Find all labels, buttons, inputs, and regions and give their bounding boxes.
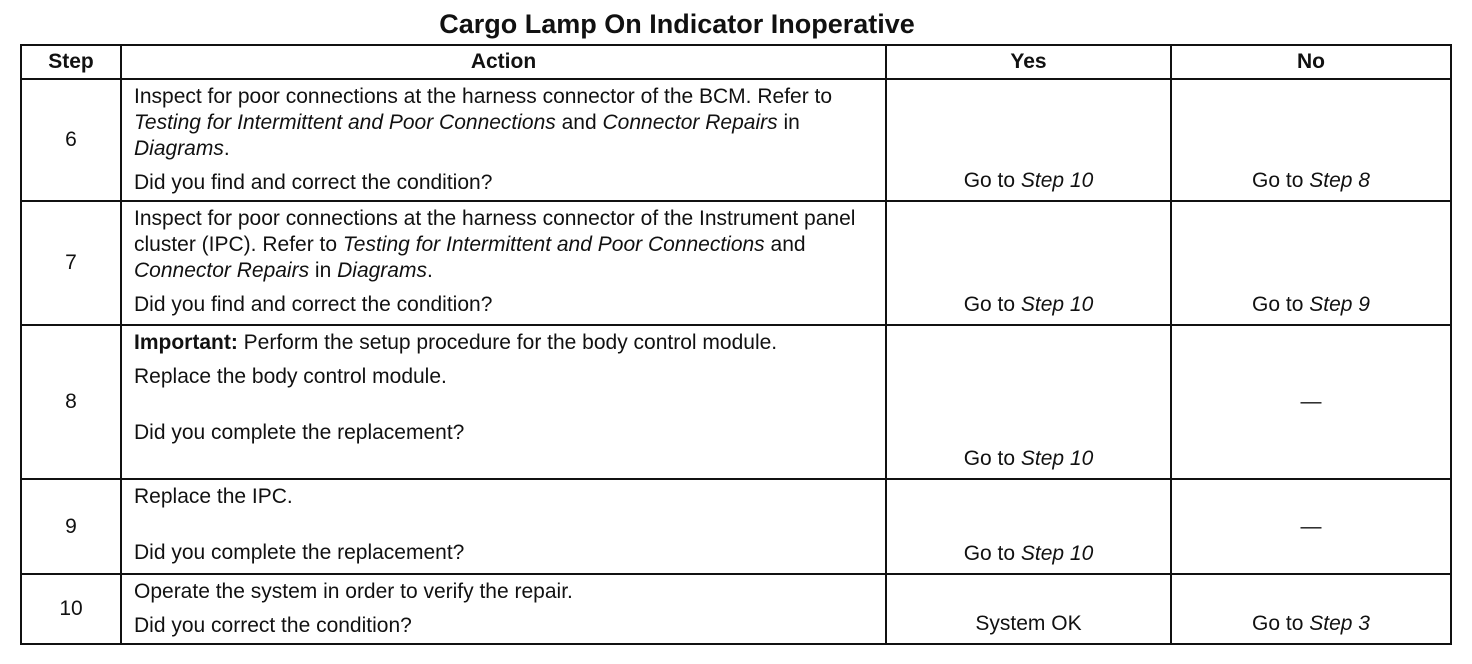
no-step-link: Step 9 [1309,293,1370,316]
no-cell: Go to Step 9 [1171,201,1451,325]
question-text: Did you complete the replacement? [134,421,465,444]
action-text: Replace the body control module. [134,365,447,388]
no-step-link: Step 8 [1309,169,1370,192]
yes-step-link: Step 10 [1020,169,1094,192]
action-cell [121,201,886,325]
yes-cell: System OK [886,574,1171,644]
action-cell [121,574,886,644]
yes-step-link: Step 10 [1020,447,1094,470]
action-cell [121,325,886,479]
header-no: No [1171,45,1451,79]
important-label: Important: [134,331,238,354]
no-step-link: Step 3 [1309,612,1370,635]
action-text: Operate the system in order to verify the repair. [134,580,573,603]
diagnostic-table [20,44,1452,645]
table-row [21,325,1451,479]
yes-step-link: Step 10 [1020,542,1094,565]
table-row [21,201,1451,325]
important-note: Important: Perform the setup procedure for the body control module. [134,331,778,354]
yes-cell: Go to Step 10 [886,479,1171,574]
header-action: Action [121,45,886,79]
table-header-row [21,45,1451,79]
action-cell [121,79,886,201]
header-yes: Yes [886,45,1171,79]
yes-cell: Go to Step 10 [886,79,1171,201]
no-cell: — [1171,325,1451,479]
yes-cell: Go to Step 10 [886,201,1171,325]
no-cell: Go to Step 3 [1171,574,1451,644]
step-number: 10 [21,574,121,644]
action-cell [121,479,886,574]
action-text: Inspect for poor connections at the harness connector of the Instrument panel cluster (IPC). Refer to Testing for Intermittent and Poor Connections and Connector Repairs in Diagrams. [134,207,856,282]
no-cell: — [1171,479,1451,574]
question-text: Did you find and correct the condition? [134,171,493,194]
table-row [21,79,1451,201]
question-text: Did you find and correct the condition? [134,293,493,316]
header-step: Step [21,45,121,79]
yes-step-link: Step 10 [1020,293,1094,316]
step-number: 8 [21,325,121,479]
table-row [21,479,1451,574]
page-title: Cargo Lamp On Indicator Inoperative [439,9,915,39]
table-row [21,574,1451,644]
action-text: Inspect for poor connections at the harness connector of the BCM. Refer to Testing for Intermittent and Poor Connections and Connector Repairs in Diagrams. [134,85,833,160]
question-text: Did you complete the replacement? [134,541,465,564]
no-cell: Go to Step 8 [1171,79,1451,201]
step-number: 9 [21,479,121,574]
step-number: 7 [21,201,121,325]
action-text: Replace the IPC. [134,485,293,508]
step-number: 6 [21,79,121,201]
question-text: Did you correct the condition? [134,614,412,637]
yes-cell: Go to Step 10 [886,325,1171,479]
